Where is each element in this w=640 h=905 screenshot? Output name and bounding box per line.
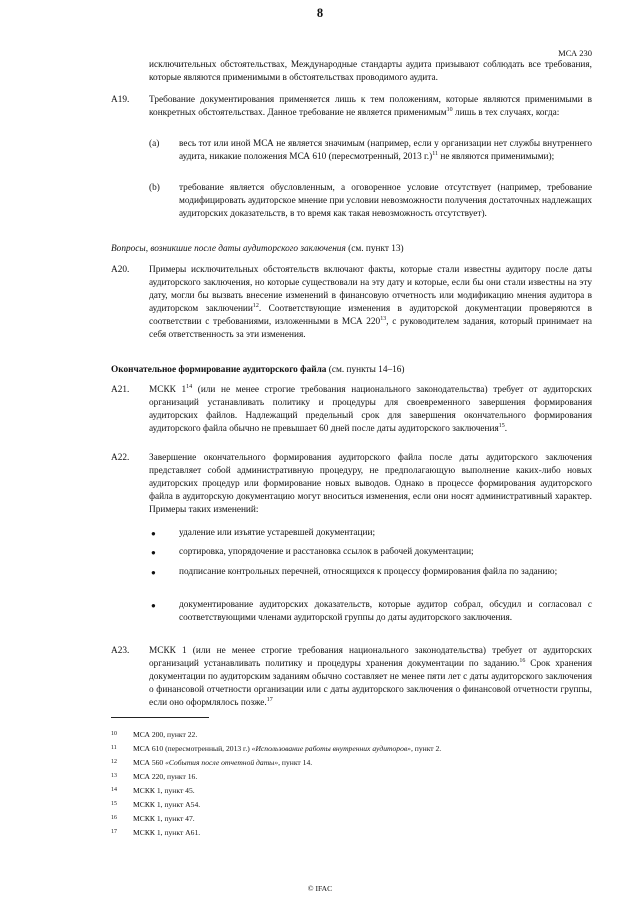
list-item: удаление или изъятие устаревшей документации;	[179, 528, 376, 538]
para-a23: МСКК 1 (или не менее строгие требования национального законодательства) требует от аудиторских организаций устанавливать политику и процедуры хранения документации по заданию.$^{16}$ Срок хранения документации по аудиторским заданиям обычно составляет не менее пяти лет с даты аудиторского заключения о финансовой отчетности организации или с даты аудиторского заключения о финансовой отчетности группы, если оно оформлялось позже.$^{17}$	[149, 646, 592, 708]
footnote: 15 МСКК 1, пункт A54.	[111, 800, 201, 809]
list-item: сортировка, упорядочение и расстановка ссылок в рабочей документации;	[179, 547, 474, 557]
para-label-a20: A20.	[111, 265, 130, 275]
bullet-icon: ●	[151, 529, 156, 538]
list-item: документирование аудиторских доказательств, которые аудитор собрал, обсудил и согласовал с соответствующими членами аудиторской группы до даты аудиторского заключения.	[179, 600, 592, 623]
item-label-a: (a)	[149, 139, 160, 149]
header-standard-code: МСА 230	[558, 48, 592, 58]
item-b: требование является обусловленным, а оговоренное условие отсутствует (например, требование модифицировать аудиторское мнение при условии невозможности получения достаточных надлежащих аудиторских доказательств, в то время как такая невозможность отсутствует).	[179, 183, 592, 219]
footnote-separator	[111, 717, 209, 718]
footnote: 10 МСА 200, пункт 22.	[111, 730, 198, 739]
para-a19: Требование документирования применяется лишь к тем положениям, которые являются применимыми в конкретных обстоятельствах. Данное требование не является применимым$^{10}$ лишь в тех случаях, когда:	[149, 95, 592, 118]
item-a: весь тот или иной МСА не является значимым (например, если у организации нет службы внутреннего аудита, никакие положения МСА 610 (пересмотренный, 2013 г.)$^{11}$ не являются применимыми);	[179, 139, 592, 162]
para-label-a19: A19.	[111, 95, 130, 105]
para-a22: Завершение окончательного формирования аудиторского файла после даты аудиторского заключения представляет собой административную процедуру, не предполагающую выполнение каких-либо новых аудиторских процедур или формирование новых выводов. Однако в процессе формирования аудиторского файла в аудиторскую документацию могут вноситься изменения, если они носят административный характер. Примеры таких изменений:	[149, 453, 592, 515]
footnote: 14 МСКК 1, пункт 45.	[111, 786, 195, 795]
bullet-icon: ●	[151, 601, 156, 610]
section-heading-after-report: Вопросы, возникшие после даты аудиторского заключения (см. пункт 13)	[111, 244, 404, 254]
para-label-a22: A22.	[111, 453, 130, 463]
footnote: 17 МСКК 1, пункт A61.	[111, 828, 201, 837]
footnote: 16 МСКК 1, пункт 47.	[111, 814, 195, 823]
footnote: 13 МСА 220, пункт 16.	[111, 772, 198, 781]
page-number: 8	[316, 6, 324, 20]
list-item: подписание контрольных перечней, относящихся к процессу формирования файла по заданию;	[179, 567, 558, 577]
footer-copyright: © IFAC	[307, 884, 333, 893]
intro-paragraph: исключительных обстоятельствах, Международные стандарты аудита призывают соблюдать все требования, которые являются применимыми в обстоятельствах проводимого аудита.	[149, 60, 592, 83]
item-label-b: (b)	[149, 183, 160, 193]
footnote: 11 МСА 610 (пересмотренный, 2013 г.) «Использование работы внутренних аудиторов», пункт 2.	[111, 744, 442, 753]
para-a21: МСКК $1^{14}$ (или не менее строгие требования национального законодательства) требует от аудиторских организаций устанавливать политику и процедуры для своевременного завершения формирования аудиторских файлов. Надлежащий предельный срок для завершения окончательного формирования аудиторского файла обычно не превышает 60 дней после даты аудиторского заключения$^{15}$.	[149, 384, 592, 434]
section-heading-final-assembly: Окончательное формирование аудиторского файла (см. пункты 14–16)	[111, 365, 405, 375]
para-a20: Примеры исключительных обстоятельств включают факты, которые стали известны аудитору после даты аудиторского заключения, но которые существовали на эту дату и которые, если бы они стали известны на эту дату, могли бы вызвать внесение изменений в финансовую отчетность или модификацию мнения аудитора в аудиторском заключении$^{12}$. Соответствующие изменения в аудиторской документации проверяются в соответствии с требованиями, изложенными в МСА $220^{13}$, с руководителем задания, который принимает на себя ответственность за эти изменения.	[149, 265, 592, 340]
footnote: 12 МСА 560 «События после отчетной даты», пункт 14.	[111, 758, 313, 767]
bullet-icon: ●	[151, 548, 156, 557]
para-label-a23: A23.	[111, 646, 130, 656]
bullet-icon: ●	[151, 568, 156, 577]
para-label-a21: A21.	[111, 385, 130, 395]
